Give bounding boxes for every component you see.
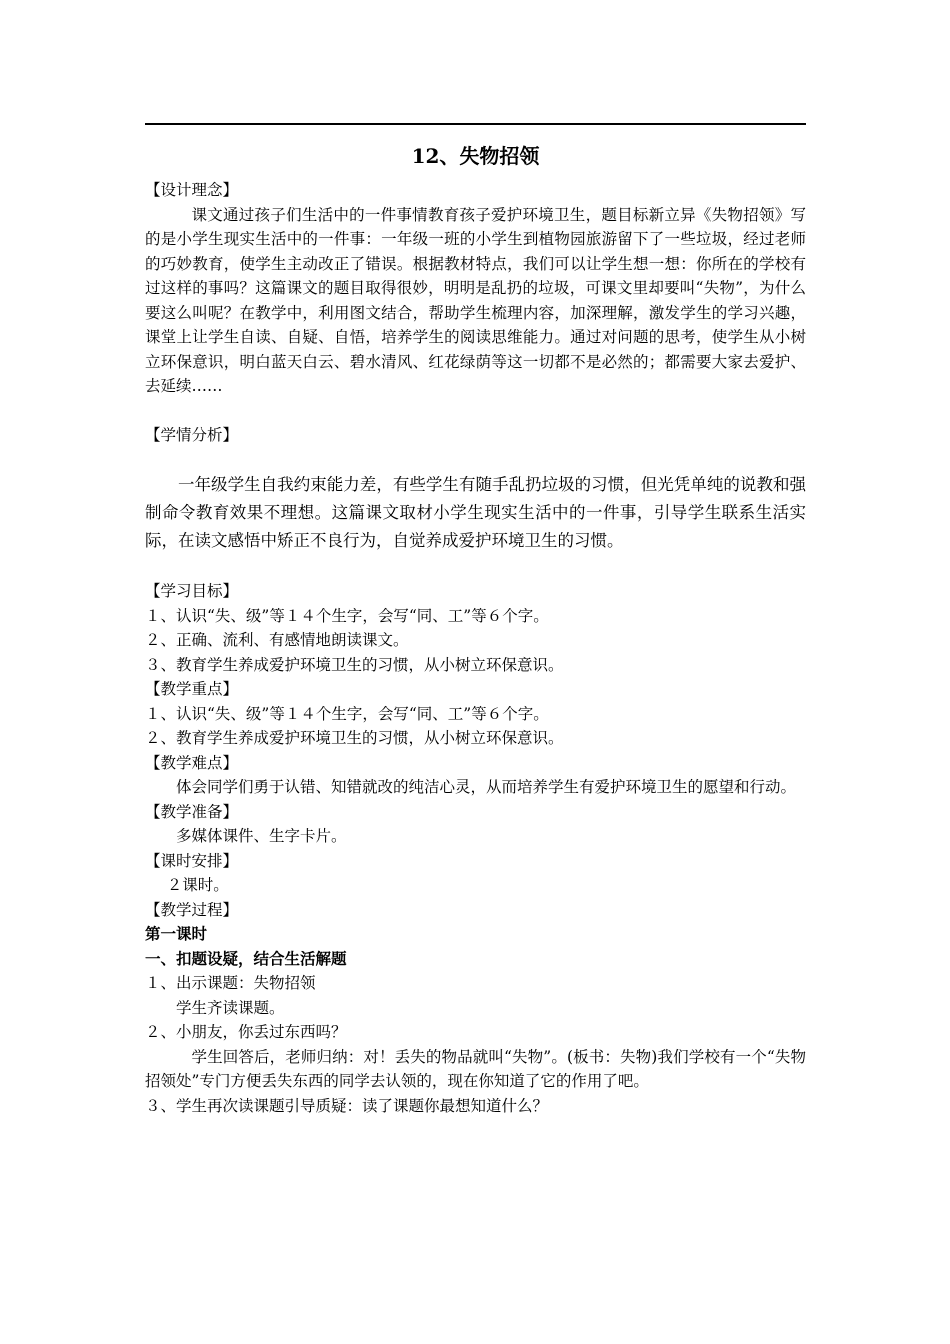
difficulty-text: 体会同学们勇于认错、知错就改的纯洁心灵，从而培养学生有爱护环境卫生的愿望和行动。 (176, 778, 797, 796)
header-rule (145, 123, 806, 125)
difficulty-heading: 【教学难点】 (145, 753, 239, 772)
step-three: ３、学生再次读课题引导质疑：读了课题你最想知道什么？ (145, 1096, 549, 1115)
step-one: １、出示课题：失物招领 (145, 974, 316, 992)
step-one-sub: 学生齐读课题。 (176, 998, 285, 1017)
schedule-text: ２课时。 (166, 876, 229, 894)
prep-heading: 【教学准备】 (145, 802, 239, 821)
process-heading: 【教学过程】 (145, 900, 239, 919)
design-text: 课文通过孩子们生活中的一件事情教育孩子爱护环境卫生，题目标新立异《失物招领》写的是小学生现实生活中的一件事：一年级一班的小学生到植物园旅游留下了一些垃圾，经过老师的巧妙教育，使学生主动改正了错误。根据教材特点，我们可以让学生想一想：你所在的学校有过这样的事吗？这篇课文的题目取得很妙，明明是乱扔的垃圾，可课文里却要叫“失物”，为什么要这么叫呢？在教学中，利用图文结合，帮助学生梳理内容，加深理解，激发学生的学习兴趣，课堂上让学生自读、自疑、自悟，培养学生的阅读思维能力。通过对问题的思考，使学生从小树立环保意识，明白蓝天白云、碧水清风、红花绿荫等这一切都不是必然的；都需要大家去爱护、去延续…… (145, 205, 806, 395)
section-one-heading: 一、扣题设疑，结合生活解题 (145, 948, 347, 968)
step-two-text: 学生回答后，老师归纳：对！丢失的物品就叫“失物”。(板书：失物)我们学校有一个“失物招领处”专门方便丢失东西的同学去认领的，现在你知道了它的作用了吧。 (145, 1047, 806, 1090)
key-point-item: １、认识“失、级”等１４个生字，会写“同、工”等６个字。 (145, 704, 549, 723)
schedule-heading: 【课时安排】 (145, 851, 239, 870)
prep-text: 多媒体课件、生字卡片。 (176, 827, 347, 845)
goal-item: ２、正确、流利、有感情地朗读课文。 (145, 631, 409, 649)
spacer (145, 555, 806, 579)
goals-heading: 【学习目标】 (145, 582, 239, 600)
document-title: 12、失物招领 (411, 144, 540, 168)
analysis-heading: 【学情分析】 (145, 425, 239, 444)
goal-item: １、认识“失、级”等１４个生字，会写“同、工”等６个字。 (145, 606, 549, 625)
spacer (145, 447, 806, 471)
analysis-text: 一年级学生自我约束能力差，有些学生有随手乱扔垃圾的习惯，但光凭单纯的说教和强制命令教育效果不理想。这篇课文取材小学生现实生活中的一件事，引导学生联系生活实际，在读文感悟中矫正不良行为，自觉养成爱护环境卫生的习惯。 (145, 475, 806, 550)
key-heading: 【教学重点】 (145, 680, 239, 698)
key-point-item: ２、教育学生养成爱护环境卫生的习惯，从小树立环保意识。 (145, 729, 564, 747)
design-heading: 【设计理念】 (145, 181, 239, 199)
step-two: ２、小朋友，你丢过东西吗？ (145, 1023, 347, 1041)
document-body (145, 140, 806, 1118)
spacer (145, 399, 806, 423)
lesson-one-heading: 第一课时 (145, 924, 208, 943)
goal-item: ３、教育学生养成爱护环境卫生的习惯，从小树立环保意识。 (145, 655, 564, 674)
